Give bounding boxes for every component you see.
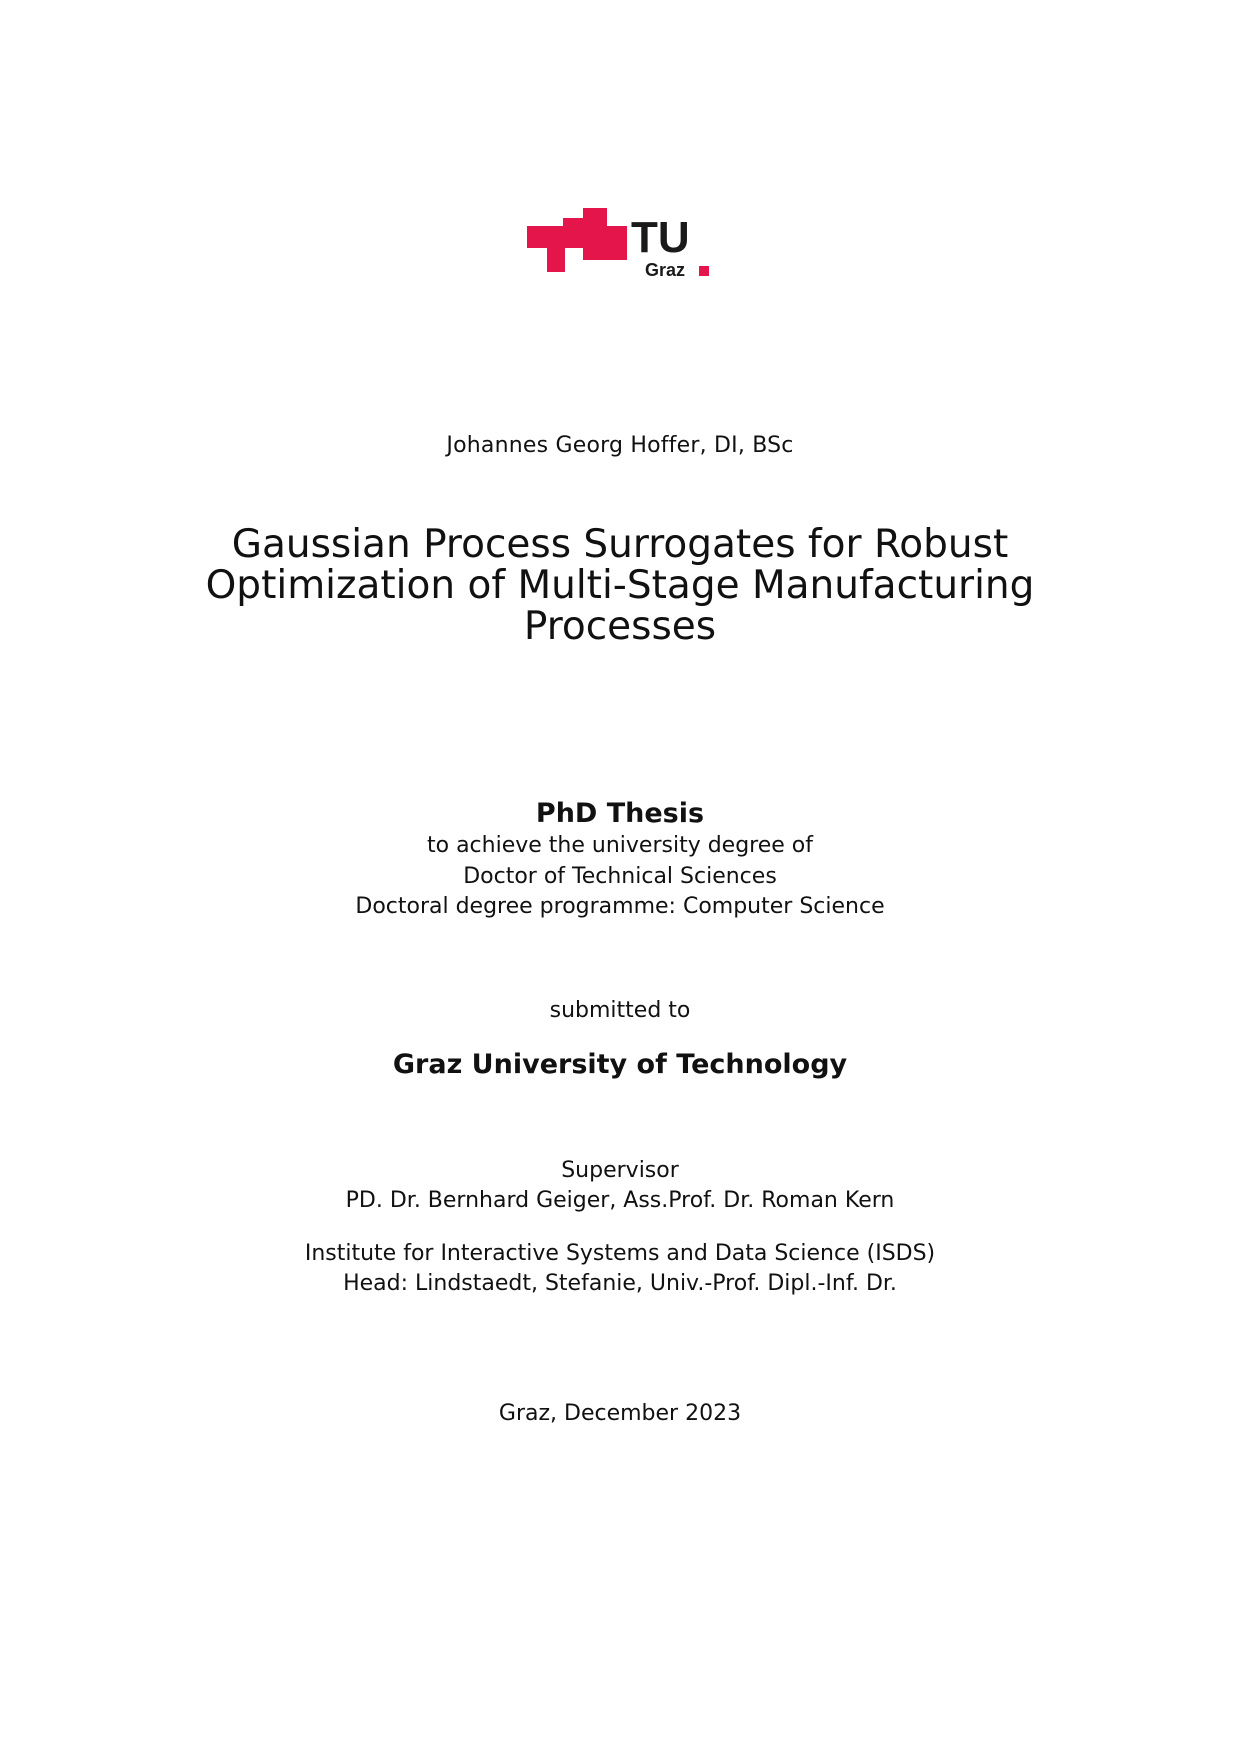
thesis-type: PhD Thesis xyxy=(535,798,705,829)
thesis-title-line-2: Optimization of Multi-Stage Manufacturing xyxy=(205,563,1035,608)
supervisor-label: Supervisor xyxy=(561,1158,679,1183)
logo-text-tu: TU xyxy=(631,213,690,262)
degree-line-1: to achieve the university degree of xyxy=(427,833,813,858)
tu-graz-logo-graphic xyxy=(527,208,709,280)
thesis-title-line-1: Gaussian Process Surrogates for Robust xyxy=(231,522,1009,567)
author-name: Johannes Georg Hoffer, DI, BSc xyxy=(446,433,794,458)
thesis-title-line-3: Processes xyxy=(523,604,717,649)
institute-block xyxy=(0,1239,1240,1299)
degree-info xyxy=(0,831,1240,923)
degree-line-3: Doctoral degree programme: Computer Science xyxy=(355,894,885,919)
institute-head: Head: Lindstaedt, Stefanie, Univ.-Prof. Dipl.-Inf. Dr. xyxy=(343,1271,897,1296)
tu-graz-logo xyxy=(527,208,709,280)
degree-line-2: Doctor of Technical Sciences xyxy=(463,863,777,889)
supervisor-names: PD. Dr. Bernhard Geiger, Ass.Prof. Dr. Roman Kern xyxy=(345,1188,895,1213)
university-name: Graz University of Technology xyxy=(392,1049,848,1080)
logo-text-graz: Graz xyxy=(645,260,686,280)
institute-name: Institute for Interactive Systems and Data Science (ISDS) xyxy=(304,1241,936,1266)
submitted-to-label: submitted to xyxy=(549,998,691,1023)
thesis-title xyxy=(0,524,1240,647)
supervisor-block xyxy=(0,1156,1240,1216)
place-and-date: Graz, December 2023 xyxy=(498,1401,742,1426)
